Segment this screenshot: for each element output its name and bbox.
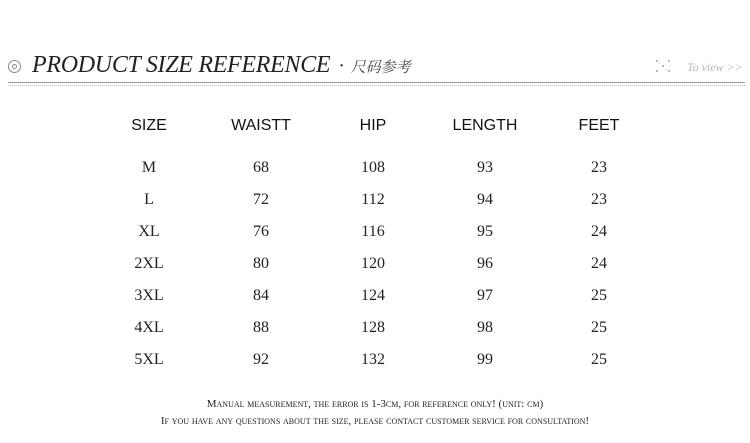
- cell-hip: 132: [361, 351, 385, 368]
- contact-note: If you have any questions about the size, please contact customer service for consultation!: [160, 415, 590, 427]
- cell-size: M: [141, 159, 157, 176]
- header: [0, 0, 750, 100]
- cell-length: 93: [477, 159, 493, 176]
- column-header-hip: HIP: [359, 117, 387, 134]
- title-separator: ·: [338, 55, 345, 77]
- cell-waist: 92: [253, 351, 269, 368]
- title-subtitle-cn: 尺码参考: [350, 58, 411, 76]
- cell-waist: 72: [253, 191, 269, 208]
- cell-feet: 25: [591, 351, 607, 368]
- column-header-length: LENGTH: [452, 117, 518, 134]
- cell-length: 98: [477, 319, 493, 336]
- table-row: [95, 152, 655, 184]
- table-row: [95, 248, 655, 280]
- cell-size: 5XL: [134, 351, 164, 368]
- cell-waist: 80: [253, 255, 269, 272]
- title-text: PRODUCT SIZE REFERENCE: [32, 52, 331, 78]
- cell-hip: 116: [361, 223, 385, 240]
- cell-length: 99: [477, 351, 493, 368]
- cell-hip: 124: [361, 287, 385, 304]
- cell-length: 94: [477, 191, 493, 208]
- cell-size: 2XL: [134, 255, 164, 272]
- cell-feet: 24: [591, 223, 607, 240]
- notes: [0, 396, 750, 430]
- header-divider: [8, 82, 745, 86]
- table-row: [95, 280, 655, 312]
- column-header-size: SIZE: [131, 117, 167, 134]
- column-header-feet: FEET: [578, 117, 620, 134]
- cell-waist: 88: [253, 319, 269, 336]
- measurement-note: Manual measurement, the error is 1-3cm, for reference only! (unit: cm): [206, 398, 544, 410]
- table-row: [95, 344, 655, 376]
- cell-feet: 25: [591, 287, 607, 304]
- cell-size: XL: [138, 223, 160, 240]
- table-row: [95, 312, 655, 344]
- cell-feet: 25: [591, 319, 607, 336]
- cell-hip: 128: [361, 319, 385, 336]
- cell-length: 97: [477, 287, 493, 304]
- cell-size: 4XL: [134, 319, 164, 336]
- page-title: [32, 52, 411, 79]
- cell-size: L: [144, 191, 154, 208]
- cell-feet: 23: [591, 191, 607, 208]
- cell-feet: 24: [591, 255, 607, 272]
- cell-length: 95: [477, 223, 493, 240]
- dots-icon: [656, 60, 670, 72]
- cell-hip: 108: [361, 159, 385, 176]
- table-header-row: [95, 108, 655, 152]
- cell-feet: 23: [591, 159, 607, 176]
- cell-waist: 84: [253, 287, 269, 304]
- target-icon: [8, 60, 21, 73]
- size-table: [95, 108, 655, 376]
- cell-hip: 120: [361, 255, 385, 272]
- cell-waist: 76: [253, 223, 269, 240]
- cell-hip: 112: [361, 191, 385, 208]
- table-row: [95, 184, 655, 216]
- cell-length: 96: [477, 255, 493, 272]
- table-row: [95, 216, 655, 248]
- cell-size: 3XL: [134, 287, 164, 304]
- cell-waist: 68: [253, 159, 269, 176]
- to-view-link[interactable]: To view >>: [687, 60, 743, 74]
- column-header-waist: WAISTT: [231, 117, 291, 134]
